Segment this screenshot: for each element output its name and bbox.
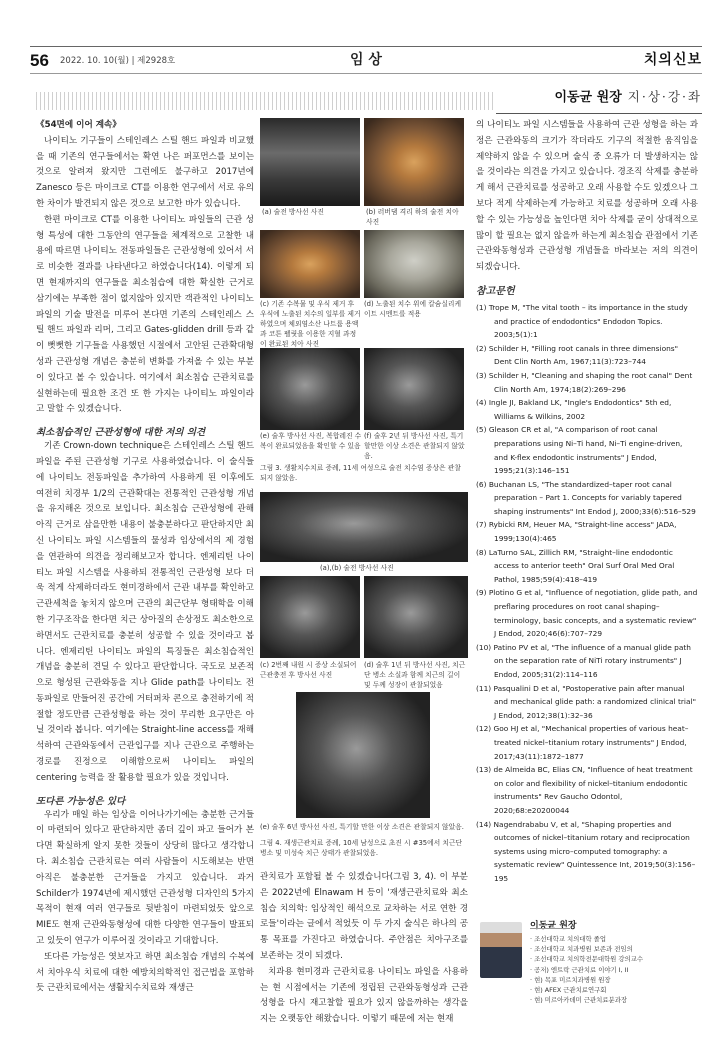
column-title: 지·상·강·좌: [627, 89, 702, 104]
reference-item: (8) LaTurno SAL, Zillich RM, "Straight–line endodontic access to anterior teeth" Oral Surf Oral Med Oral Pathol, 1985;59(4):418–419: [476, 547, 675, 584]
newspaper-brand: 치의신보: [643, 52, 702, 68]
paragraph: 한편 마이크로 CT를 이용한 나이티노 파일들의 근관 성형 특성에 대한 그동안의 연구들을 체계적으로 고찰한 내용에 따르면 나이티노 전동파일들은 근관성형에 있어서 서로 비슷한 결과를 나타낸다고 하였습니다(14). 이렇게 되면 현재까지의 연구들을 최소침습에 대한 확실한 근거로 삼기에는 부족한 점이 없지않아 있지만 객관적인 나이티노 파일의 기술 발전을 미루어 본다면 기존의 스테인레스 스틸 핸드 파일과 리머, 그리고 Gates-glidden drill 등과 같이 뻣뻣한 기구들을 사용했던 시절에서 고안된 근관확대형성과 근관성형 개념은 충분히 변화를 가져올 수 있는 부분이 있다고 볼 수 있습니다. 여기에서 최소침습 근관치료를 실현하는데 필요한 조건 또 한 가지는 나이티노 파일이라고 말할 수 있겠습니다.: [36, 214, 254, 415]
issue-date: 2022. 10. 10(월) | 제2928호: [60, 56, 176, 66]
references-title: 참고문헌: [476, 285, 515, 297]
caption-a: (a) 술전 방사선 사진: [262, 208, 324, 216]
paragraph: 의 나이티노 파일 시스템들을 사용하여 근관 성형을 하는 과정은 근관와동의 크기가 작더라도 기구의 적절한 움직임을 제약하지 않을 수 있으며 술식 중 오류가 더 발생하지는 않을 것이라는 의견을 가지고 있습니다. 경조직 삭제를 충분하게 해서 근관치료를 성공하고 오래 사용할 수도 있겠으나 그보다 적게 삭제하는게 가능하고 치료를 성공하며 오래 사용할 수 있는 가능성을 높인다면 치아 삭제를 굳이 상대적으로 많이 할 필요는 없지 않을까 하는게 최소침습 관점에서 기존 근관와동형성과 근관성형 개념들을 바라보는 저의 의견이 되겠습니다.: [476, 120, 698, 273]
caption-c2: (c) 2번째 내원 시 증상 소실되어 근관충전 후 방사선 사진: [260, 661, 357, 679]
paragraph: 치과용 현미경과 근관치료용 나이티노 파일을 사용하는 현 시점에서는 기존에 정립된 근관와동형성과 근관 성형을 다시 재고찰할 필요가 있지 않을까하는 생각을 지는 오랫동안 해왔습니다. 이렇기 때문에 저는 현재: [260, 966, 468, 1025]
decorative-stripe: [36, 92, 496, 110]
author-credentials: [530, 934, 643, 1005]
subheading: 또다른 가능성은 있다: [36, 795, 126, 807]
reference-list: [476, 301, 698, 886]
credential-line: · 현) AFEX 근관치료연구회: [530, 986, 607, 995]
paragraph: 관치료가 포함될 볼 수 있겠습니다(그림 3, 4). 이 부분은 2022년에 Elnawam H 등이 '재생근관치료와 최소침습 치의학: 임상적인 해석으로 교차하는 서로 연한 경로들'이라는 글에서 적었듯 이 두 가지 술식은 하나의 공통 목표를 가진다고 하였습니다. 주안점은 치아구조를 보존하는 것이 되겠다.: [260, 872, 468, 961]
reference-item: (6) Buchanan LS, "The standardized–taper root canal preparation – Part 1. Concepts for variably tapered shaping instruments" Int Endod J, 2000;33(6):516–529: [476, 479, 696, 516]
paragraph: 또다른 가능성은 엿보자고 하면 최소침습 개념의 수복에서 치아우식 치료에 대한 예방치의학적인 접근법을 포함하듯 근관치료에서는 생활치수치료와 재생근: [36, 951, 254, 994]
xray-image-a: [260, 118, 360, 206]
clinical-photo-b: [364, 118, 464, 206]
credential-line: · 현) 미르아카데미 근관치료분과장: [530, 996, 628, 1005]
reference-item: (10) Patino PV et al, "The influence of a manual glide path on the separation rate of NiTi rotary instruments" J Endod, 2005;31(2):114–116: [476, 642, 691, 679]
divider: [530, 928, 570, 929]
article-column-3: [476, 118, 698, 886]
reference-item: (3) Schilder H, "Cleaning and shaping the root canal" Dent Clin North Am, 1974;18(2):269–296: [476, 370, 693, 394]
xray-image-ab: [260, 492, 468, 562]
reference-item: (9) Plotino G et al, "Influence of negotiation, glide path, and preflaring procedures on root canal shaping–terminology, basic concepts, and a systematic review" J Endod, 2020;46(6):707–729: [476, 588, 698, 639]
reference-item: (5) Gleason CR et al, "A comparison of root canal preparations using Ni–Ti hand, Ni–Ti engine-driven, and K-flex endodontic instruments" J Endod, 1995;21(3):146–151: [476, 425, 683, 476]
reference-item: (12) Goo HJ et al, "Mechanical properties of various heat–treated nickel–titanium rotary instruments" J Endod, 2017;43(11):1872–1877: [476, 724, 689, 761]
reference-item: (7) Rybicki RM, Heuer MA, "Straight-line access" JADA, 1999;130(4):465: [476, 520, 677, 544]
references: [476, 282, 698, 886]
caption-b: (b) 러버댐 격리 하의 술전 치아 사진: [366, 208, 459, 226]
subheading: 최소침습적인 근관성형에 대한 저의 의견: [36, 427, 206, 439]
figure-3-caption: 그림 3. 생활치수치료 증례, 11세 여성으로 술전 치수염 증상은 관찰되지 않았음.: [260, 464, 461, 482]
caption-f: (f) 술후 2년 뒤 방사선 사진, 특기할만한 이상 소견은 관찰되지 않았음.: [364, 432, 465, 460]
author-box: [476, 908, 698, 1026]
section-title: 임 상: [350, 52, 382, 68]
xray-image-d2: [364, 576, 468, 658]
caption-d: (d) 노출된 치수 위에 칼슘실리케이트 시멘트를 적용: [364, 300, 462, 318]
credential-line: · 현) 목포 미르치과병원 원장: [530, 975, 611, 984]
xray-image-e: [260, 348, 360, 430]
paragraph: 나이티노 기구들이 스테인레스 스틸 핸드 파일과 비교했을 때 기존의 연구들에서는 확연 나은 퍼포먼스를 보이는 것으로 알려져 왔지만 그런에도 불구하고 2017년에 Zanesco 등은 마이크로 CT를 이용한 연구에서 서로 유의한 차이가 발견되지 않은 것으로 보고한 바가 있습니다.: [36, 135, 254, 209]
page-number: 56: [30, 51, 49, 70]
article-column-1: [36, 118, 254, 997]
page-header: [30, 46, 702, 74]
caption-e: (e) 술후 방사선 사진, 복합레진 수복이 완료되었음을 확인할 수 있음: [260, 432, 362, 450]
reference-item: (1) Trope M, "The vital tooth – its importance in the study and practice of endodontics" Endodon Topics. 2003;5(1):1: [476, 302, 688, 340]
credential-line: · 조선대학교 치의학전문대학원 강의교수: [530, 955, 644, 964]
paragraph: 우리가 매일 하는 임상을 이어나가기에는 충분한 근거들이 마련되어 있다고 판단하지만 좀더 깊이 파고 들어가 본다면 확실하게 알지 못한 것들이 상당히 많다고 생각합니다. 최소침습 근관치료는 여러 사람들이 시도해보는 반면 아직은 불충분한 근거들을 가지고 있습니다. 과거 Schilder가 1974년에 제시했던 근관성형 디자인의 5가지 목적이 현재 여러 연구들로 뒷받침이 마련되었듯 앞으로 MIE도 현재 근관와동형성에 대한 다양한 연구들이 발표되고 있듯이 연구가 이루어질 것이라고 기대합니다.: [36, 809, 254, 947]
reference-item: (4) Ingle JI, Bakland LK, "Ingle's Endodontics" 5th ed, Williams & Wilkins, 2002: [476, 398, 672, 421]
continued-note: 《54면에 이어 계속》: [36, 120, 121, 130]
credential-line: · 공저) 엔트락 근관치료 이야기 I, II: [530, 965, 629, 974]
column-author: 이동균 원장: [554, 90, 622, 105]
credential-line: · 조선대학교 치과병원 보존과 전임의: [530, 945, 633, 954]
xray-image-f: [364, 348, 464, 430]
article-column-2-text: [260, 870, 468, 1028]
clinical-photo-c: [260, 230, 360, 298]
reference-item: (13) de Almeida BC, Elias CN, "Influence of heat treatment on color and flexibility of nickel–titanium endodontic instruments" Rev Gaucho Odontol, 2020;68:e20200044: [476, 765, 693, 815]
reference-item: (2) Schilder H, "Filling root canals in three dimensions" Dent Clin North Am, 1967;11(3):723–744: [476, 343, 679, 367]
author-name: 이동균 원장: [530, 921, 577, 931]
reference-item: (11) Pasqualini D et al, "Postoperative pain after manual and mechanical glide path: a randomized clinical trial" J Endod, 2012;38(1):32–36: [476, 683, 696, 720]
caption-c: (c) 기존 수복물 및 우식 제거 후 우식에 노출된 치수의 일부를 제거하였으며 체외염소산 나트륨 용액과 코튼 펠릿을 이용한 지혈 과정이 완료된 치아 사진: [260, 300, 361, 348]
xray-image-e2: [296, 692, 430, 818]
caption-e2: (e) 술후 6년 방사선 사진, 특기할 만한 이상 소견은 관찰되지 않았음.: [260, 823, 464, 831]
caption-ab: (a),(b) 술전 방사선 사진: [320, 564, 394, 572]
xray-image-c2: [260, 576, 360, 658]
credential-line: · 조선대학교 치의대학 졸업: [530, 935, 607, 943]
column-header: [496, 86, 702, 114]
reference-item: (14) Nagendrababu V, et al, "Shaping properties and outcomes of nickel–titanium rotary and reciprocation systems using micro–computed tomography: a systematic review" Quintessence Int, 2019;50(3):156–195: [476, 819, 696, 883]
figure-4-caption: 그림 4. 재생근관치료 증례, 10세 남성으로 초진 시 #35에서 치근단 병소 및 미성숙 치근 상태가 관찰되었음.: [260, 839, 463, 857]
clinical-photo-d: [364, 230, 464, 298]
author-photo: [480, 922, 522, 978]
caption-d2: (d) 술후 1년 뒤 방사선 사진, 치근단 병소 소실과 함께 치근의 길이 및 두께 성장이 관찰되었음: [364, 661, 466, 689]
paragraph: 기존 Crown-down technique은 스테인레스 스틸 핸드파일을 주된 근관성형 기구로 사용하였습니다. 이 술식들에 나이티노 전동파일을 추가하여 사용하게 된 이후에도 여전히 치경부 1/2의 근관확대는 전통적인 근관성형 개념을 유지해온 것으로 보입니다. 최소침습 근관성형에 관해 아직 근거로 삼을만한 내용이 불충분하다고 판단하지만 최신 나이티노 파일 시스템들의 물성과 임상에서의 제 경험을 연관하여 의견을 정리해보고자 합니다. 엔제리틴 나이티노 파일 시스템을 사용하되 전통적인 근관성형 보다 더욱 적게 삭제하더라도 현미경하에서 근관 내부를 확인하고 근관세척을 놓치지 않으며 근관의 최근단부 형태학을 이해한 기구조작을 한다면 치근 상아질의 손상정도 최소한으로 하면서도 근관치료를 충분히 성공할 수 있을 것이라고 봅니다. 엔제리틴 나이티노 파일의 특징들은 최소침습적인 개념을 충분히 견딜 수 있다고 판단합니다. 국도로 보존적으로 형성된 근관와동을 지나 Glide path를 나이티노 전동파일로 만들어진 공간에 거터퍼차 콘으로 충전하기에 적절할 정도만큼 근관성형을 하는 것이 무리한 요구만은 아닐 것이라 봅니다. 여기에는 Straight-line access를 재해석하여 근관와동에서 근관입구를 지나 근관으로 주행하는 경로를 진정으로 이해함으로써 나이티노 파일의 centering 능력을 잘 활용할 필요가 있을 것입니다.: [36, 441, 254, 783]
